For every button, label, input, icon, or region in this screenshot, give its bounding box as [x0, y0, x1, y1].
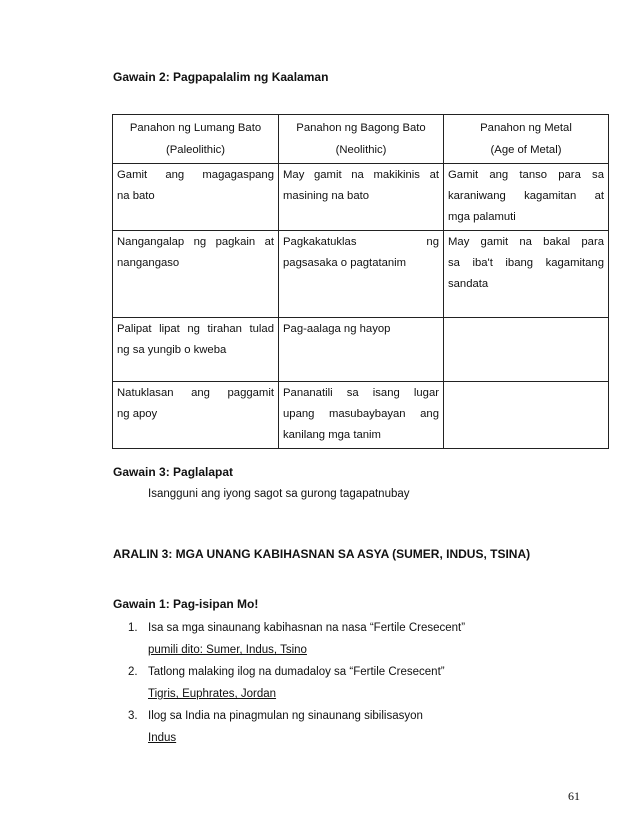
table-row	[113, 382, 609, 449]
list-item: 3. Ilog sa India na pinagmulan ng sinaunang sibilisasyon Indus	[113, 705, 465, 749]
column-header-metal: Panahon ng Metal (Age of Metal)	[444, 115, 609, 164]
gawain3-heading: Gawain 3: Paglalapat	[113, 465, 234, 479]
answer-text: Tigris, Euphrates, Jordan	[148, 688, 277, 700]
question-text: Tatlong malaking ilog na dumadaloy sa “Fertile Cresecent”	[148, 666, 445, 678]
table-cell: Natuklasan ang paggamit ng apoy	[113, 382, 279, 449]
answer-text: Indus	[148, 732, 177, 744]
table-row	[113, 231, 609, 318]
ages-table	[112, 114, 609, 449]
list-item: 2. Tatlong malaking ilog na dumadaloy sa “Fertile Cresecent” Tigris, Euphrates, Jordan	[113, 661, 465, 705]
question-text: Ilog sa India na pinagmulan ng sinaunang sibilisasyon	[148, 710, 423, 722]
column-header-neolithic: Panahon ng Bagong Bato (Neolithic)	[279, 115, 444, 164]
gawain3-instruction: Isangguni ang iyong sagot sa gurong tagapatnubay	[148, 488, 410, 500]
aralin3-heading: ARALIN 3: MGA UNANG KABIHASNAN SA ASYA (SUMER, INDUS, TSINA)	[113, 547, 531, 561]
table-cell: Gamit ang magagaspang na bato	[113, 164, 279, 231]
table-cell: Pagkakatuklas ng pagsasaka o pagtatanim	[279, 231, 444, 318]
gawain1-heading: Gawain 1: Pag-isipan Mo!	[113, 597, 259, 611]
table-cell: Gamit ang tanso para sa karaniwang kagamitan at mga palamuti	[444, 164, 609, 231]
table-row	[113, 164, 609, 231]
table-cell-empty	[444, 382, 609, 449]
table-cell: May gamit na bakal para sa iba't ibang kagamitang sandata	[444, 231, 609, 318]
column-header-paleolithic: Panahon ng Lumang Bato (Paleolithic)	[113, 115, 279, 164]
question-list	[113, 617, 465, 749]
table-cell: Pananatili sa isang lugar upang masubaybayan ang kanilang mga tanim	[279, 382, 444, 449]
table-cell: Nangangalap ng pagkain at nangangaso	[113, 231, 279, 318]
list-item: 1. Isa sa mga sinaunang kabihasnan na nasa “Fertile Cresecent” pumili dito: Sumer, Indus, Tsino	[113, 617, 465, 661]
page-number: 61	[568, 789, 580, 803]
answer-text: pumili dito: Sumer, Indus, Tsino	[148, 644, 307, 656]
table-cell: Palipat lipat ng tirahan tulad ng sa yungib o kweba	[113, 318, 279, 382]
table-row	[113, 318, 609, 382]
question-text: Isa sa mga sinaunang kabihasnan na nasa “Fertile Cresecent”	[148, 622, 466, 634]
table-cell: Pag-aalaga ng hayop	[279, 318, 444, 382]
gawain2-heading: Gawain 2: Pagpapalalim ng Kaalaman	[113, 70, 329, 84]
table-cell-empty	[444, 318, 609, 382]
table-cell: May gamit na makikinis at masining na bato	[279, 164, 444, 231]
table-header-row	[113, 115, 609, 164]
